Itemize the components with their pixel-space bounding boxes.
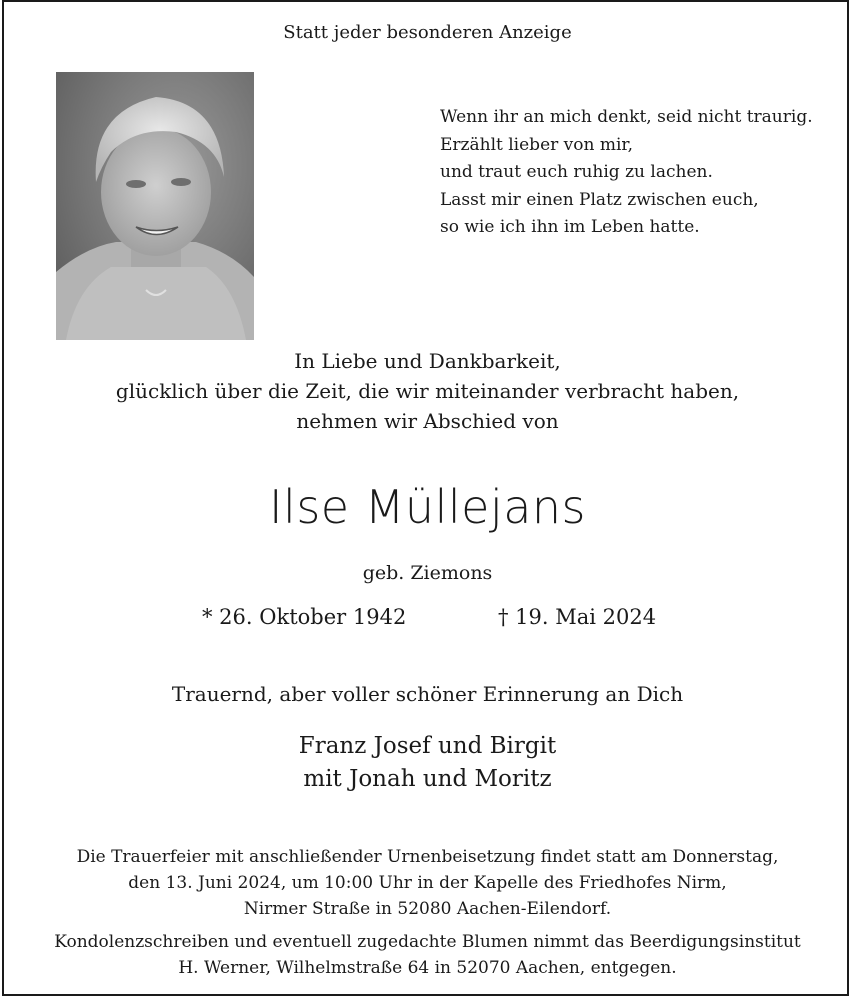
funeral-info-line: den 13. Juni 2024, um 10:00 Uhr in der Kapelle des Friedhofes Nirm, — [128, 873, 727, 893]
obituary-notice — [2, 0, 849, 996]
intro-text — [4, 346, 851, 436]
poem-line: so wie ich ihn im Leben hatte. — [440, 217, 700, 237]
funeral-info-line: Nirmer Straße in 52080 Aachen-Eilendorf. — [243, 899, 612, 919]
intro-line: In Liebe und Dankbarkeit, — [294, 349, 561, 373]
maiden-name: geb. Ziemons — [362, 562, 493, 584]
family-names — [4, 730, 851, 796]
condolence-info-line: H. Werner, Wilhelmstraße 64 in 52070 Aachen, entgegen. — [178, 958, 677, 978]
condolence-info-line: Kondolenzschreiben und eventuell zugedachte Blumen nimmt das Beerdigungsinstitut — [54, 932, 801, 952]
condolence-info — [4, 929, 851, 981]
poem-line: und traut euch ruhig zu lachen. — [440, 162, 713, 182]
poem-line: Lasst mir einen Platz zwischen euch, — [440, 189, 759, 210]
poem-line: Wenn ihr an mich denkt, seid nicht traurig. — [440, 107, 813, 127]
intro-line: glücklich über die Zeit, die wir miteinander verbracht haben, — [115, 379, 740, 403]
portrait-image — [56, 72, 254, 340]
death-date: † 19. Mai 2024 — [498, 605, 657, 629]
header-line: Statt jeder besonderen Anzeige — [283, 22, 572, 43]
poem-line: Erzählt lieber von mir, — [440, 134, 634, 155]
intro-line: nehmen wir Abschied von — [296, 409, 559, 433]
deceased-name: Ilse Müllejans — [268, 480, 587, 534]
poem — [440, 104, 813, 242]
portrait-photo — [56, 72, 254, 340]
funeral-info-line: Die Trauerfeier mit anschließender Urnenbeisetzung findet statt am Donnerstag, — [76, 847, 779, 867]
funeral-info — [4, 844, 851, 922]
birth-date: * 26. Oktober 1942 — [202, 605, 407, 629]
family-line: mit Jonah und Moritz — [303, 766, 552, 792]
family-line: Franz Josef und Birgit — [298, 733, 557, 759]
mourning-line: Trauernd, aber voller schöner Erinnerung an Dich — [171, 682, 684, 706]
